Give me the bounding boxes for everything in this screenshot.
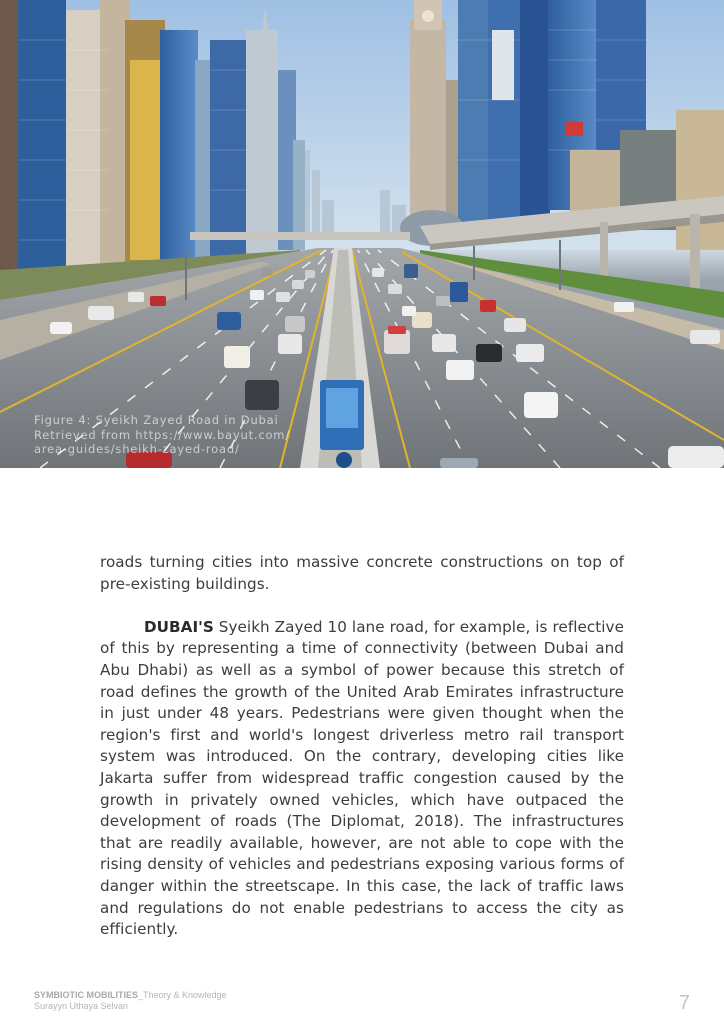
footer-title (34, 990, 227, 1001)
paragraph-2-lead: DUBAI'S (144, 617, 214, 636)
caption-line-1: Figure 4: Syeikh Zayed Road in Dubai (34, 413, 279, 427)
paragraph-1: roads turning cities into massive concrete constructions on top of pre-existing buildings. (100, 553, 624, 593)
page-number: 7 (678, 992, 690, 1014)
figure-caption (34, 413, 334, 457)
paragraph-2 (100, 617, 624, 941)
paragraph-2-text: Syeikh Zayed 10 lane road, for example, is reflective of this by representing a time of connectivity (between Dubai and Abu Dhabi) as well as a symbol of power because this stretch of road defines the growth of the United Arab Emirates infrastructure in just under 48 years. Pedestrians were given thought when the region's first and world's longest driverless metro rail transport system was introduced. On the contrary, developing cities like Jakarta suffer from widespread traffic congestion caused by the growth in privately owned vehicles, which have outpaced the development of roads (The Diplomat, 2018). The infrastructures that are readily available, however, are not able to cope with the rising density of vehicles and pedestrians exposing various forms of danger within the streetscape. In this case, the lack of traffic laws and regulations do not enable pedestrians to access the city as efficiently. (100, 617, 624, 939)
footer-title-rest: _Theory & Knowledge (138, 990, 227, 1000)
caption-line-2: Retrieved from https://www.bayut.com/ (34, 427, 290, 442)
body-text (100, 552, 624, 941)
caption-line-3: area-guides/sheikh-zayed-road/ (34, 442, 240, 456)
footer (34, 990, 227, 1012)
road-photo-illustration (0, 0, 724, 468)
footer-title-strong: SYMBIOTIC MOBILITIES (34, 990, 139, 1000)
road-photo (0, 0, 724, 468)
footer-author: Surayyn Uthaya Selvan (34, 1001, 129, 1011)
